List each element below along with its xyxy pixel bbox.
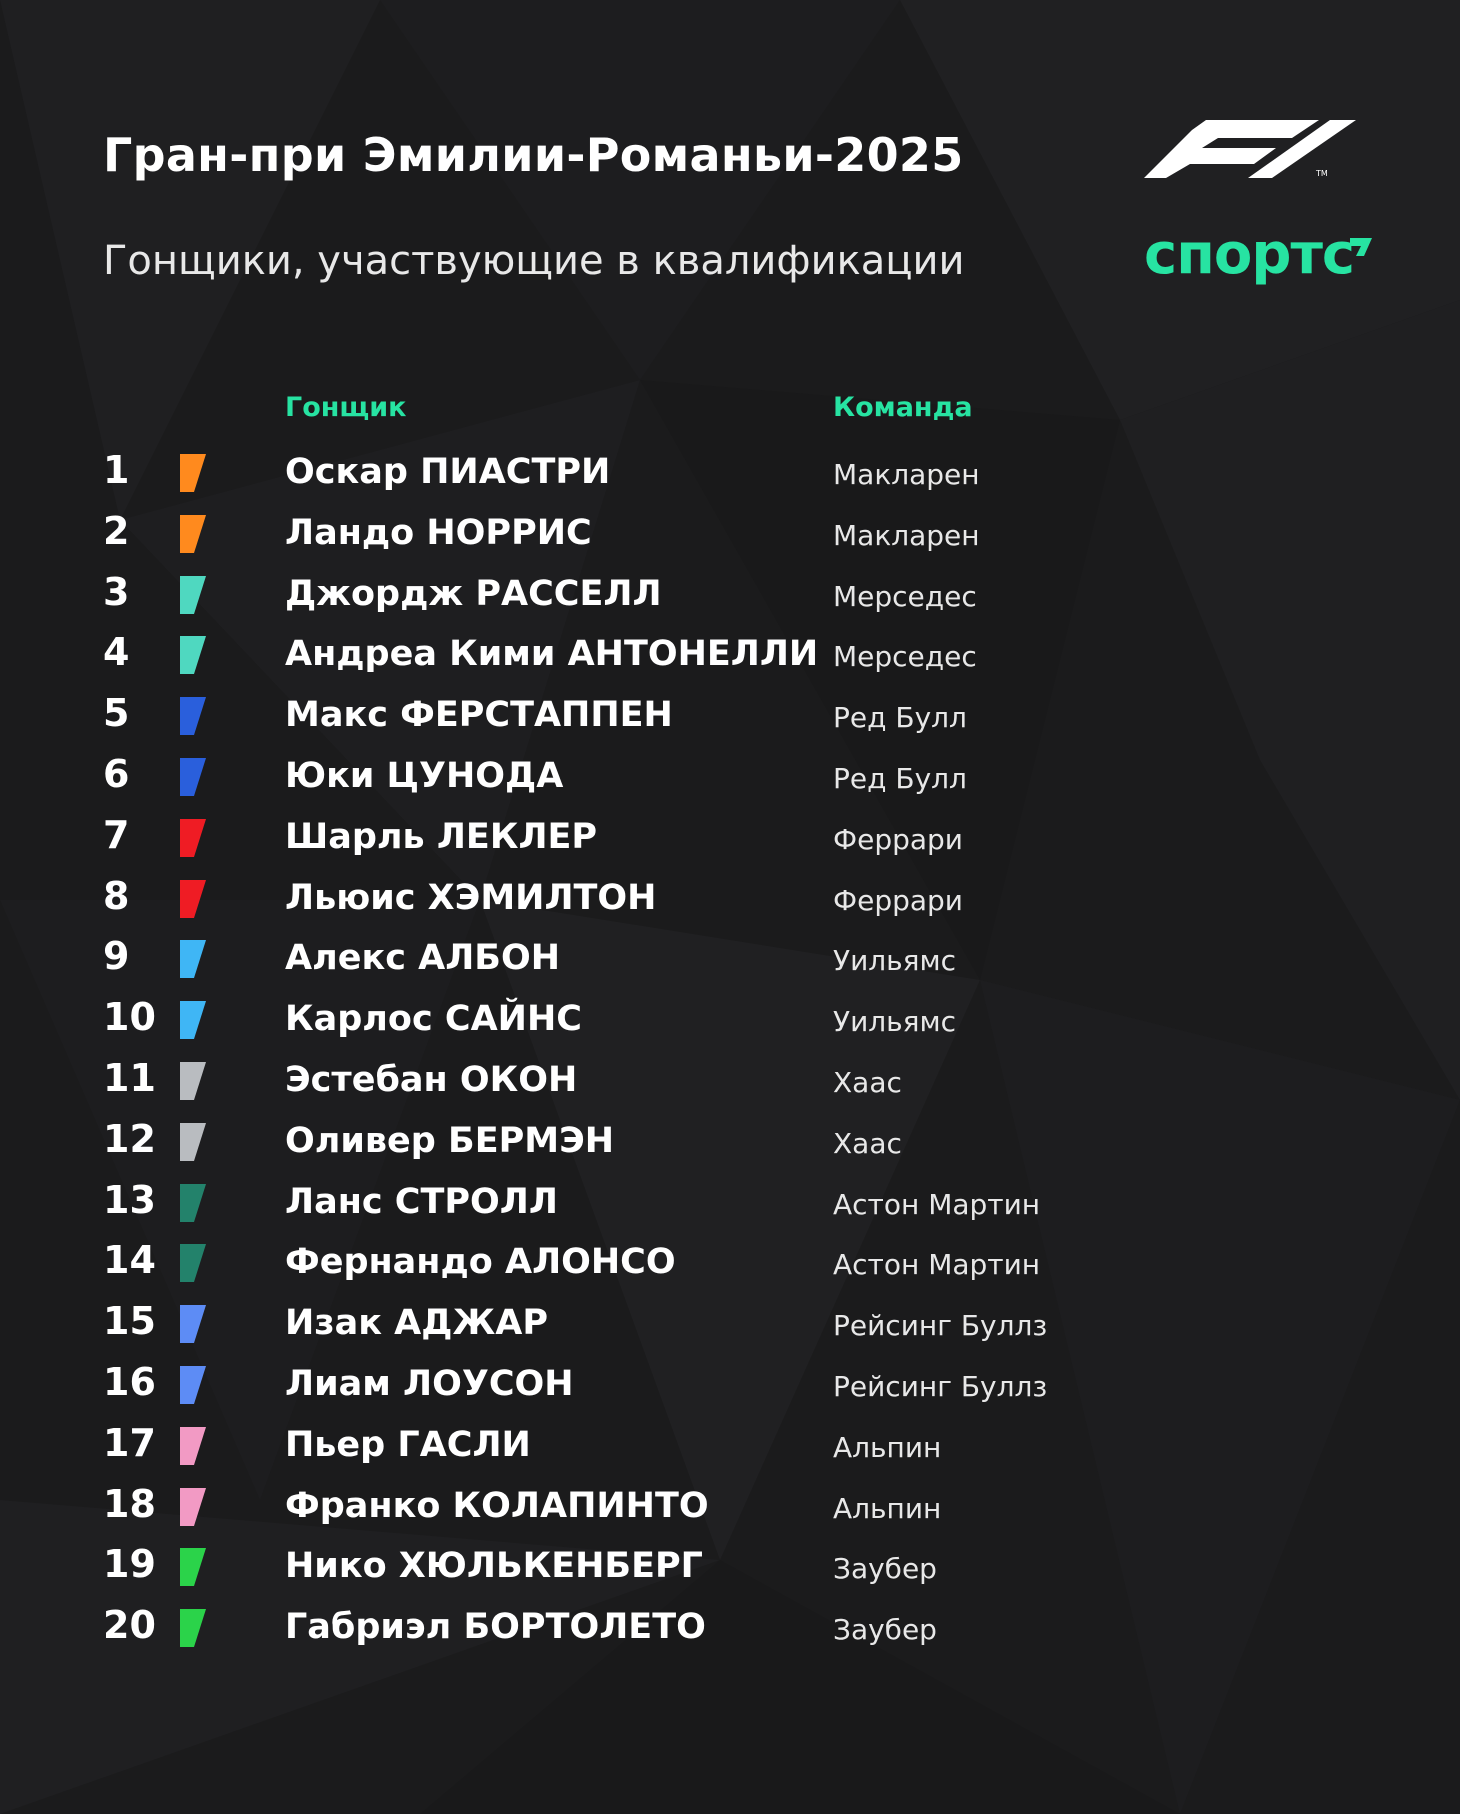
page-title: Гран-при Эмилии-Романьи-2025 (103, 128, 964, 182)
position-number: 11 (103, 1055, 156, 1100)
position-number: 8 (103, 873, 130, 918)
team-name: Ред Булл (833, 701, 967, 735)
team-column-header: Команда (833, 392, 973, 423)
team-name: Феррари (833, 883, 964, 917)
team-color-marker-icon (178, 940, 206, 978)
driver-name: Шарль ЛЕКЛЕР (285, 816, 598, 857)
team-name: Феррари (833, 822, 964, 856)
position-number: 17 (103, 1420, 156, 1465)
table-row (0, 442, 1460, 503)
team-color-marker-icon (178, 1184, 206, 1222)
driver-name: Ланс СТРОЛЛ (285, 1181, 558, 1222)
driver-name: Андреа Кими АНТОНЕЛЛИ (285, 634, 819, 675)
table-row (0, 503, 1460, 564)
driver-list (0, 442, 1460, 1658)
driver-name: Пьер ГАСЛИ (285, 1424, 531, 1465)
position-number: 13 (103, 1177, 156, 1222)
position-number: 9 (103, 934, 130, 979)
team-color-marker-icon (178, 1427, 206, 1465)
team-name: Макларен (833, 458, 980, 491)
team-color-marker-icon (178, 454, 206, 492)
position-number: 3 (103, 569, 130, 614)
table-row (0, 1536, 1460, 1597)
driver-name: Нико ХЮЛЬКЕНБЕРГ (285, 1546, 703, 1587)
table-row (0, 928, 1460, 989)
team-color-marker-icon (178, 1488, 206, 1526)
driver-column-header: Гонщик (285, 392, 407, 423)
driver-name: Макс ФЕРСТАППЕН (285, 695, 673, 736)
table-row (0, 1232, 1460, 1293)
table-row (0, 989, 1460, 1050)
team-name: Рейсинг Буллз (833, 1369, 1048, 1403)
team-name: Уильямс (833, 944, 957, 978)
team-color-marker-icon (178, 1609, 206, 1647)
driver-name: Ландо НОРРИС (285, 512, 592, 553)
table-row (0, 1172, 1460, 1233)
f1-logo-icon (1144, 118, 1356, 178)
position-number: 14 (103, 1238, 156, 1283)
position-number: 5 (103, 691, 130, 736)
table-row (0, 685, 1460, 746)
team-name: Астон Мартин (833, 1248, 1041, 1282)
table-row (0, 807, 1460, 868)
driver-name: Оливер БЕРМЭН (285, 1120, 615, 1161)
team-color-marker-icon (178, 636, 206, 674)
table-row (0, 1415, 1460, 1476)
team-name: Альпин (833, 1491, 942, 1525)
brand-mark-icon (1350, 238, 1372, 260)
page-subtitle: Гонщики, участвующие в квалификации (103, 238, 965, 284)
driver-name: Габриэл БОРТОЛЕТО (285, 1607, 706, 1648)
position-number: 18 (103, 1481, 156, 1526)
team-name: Хаас (833, 1065, 902, 1099)
position-number: 19 (103, 1542, 156, 1587)
driver-name: Оскар ПИАСТРИ (285, 452, 611, 492)
team-name: Мерседес (833, 640, 977, 674)
position-number: 20 (103, 1603, 156, 1648)
table-row (0, 1293, 1460, 1354)
driver-name: Льюис ХЭМИЛТОН (285, 877, 657, 918)
team-name: Хаас (833, 1126, 902, 1160)
table-row (0, 564, 1460, 625)
driver-name: Эстебан ОКОН (285, 1059, 578, 1100)
position-number: 16 (103, 1359, 156, 1404)
svg-text:TM: TM (1316, 169, 1328, 178)
team-color-marker-icon (178, 1062, 206, 1100)
position-number: 4 (103, 630, 130, 675)
table-row (0, 868, 1460, 929)
team-name: Заубер (833, 1613, 937, 1647)
team-color-marker-icon (178, 1123, 206, 1161)
team-color-marker-icon (178, 1366, 206, 1404)
team-name: Ред Булл (833, 761, 967, 795)
table-row (0, 1354, 1460, 1415)
table-row (0, 1597, 1460, 1658)
team-color-marker-icon (178, 515, 206, 553)
position-number: 12 (103, 1116, 156, 1161)
team-color-marker-icon (178, 819, 206, 857)
team-color-marker-icon (178, 880, 206, 918)
team-name: Рейсинг Буллз (833, 1309, 1048, 1343)
driver-name: Изак АДЖАР (285, 1303, 549, 1344)
team-name: Макларен (833, 518, 980, 552)
table-row (0, 624, 1460, 685)
driver-name: Франко КОЛАПИНТО (285, 1485, 709, 1526)
driver-name: Джордж РАССЕЛЛ (285, 573, 662, 614)
driver-name: Лиам ЛОУСОН (285, 1363, 574, 1404)
table-row (0, 1050, 1460, 1111)
position-number: 2 (103, 508, 130, 553)
table-row (0, 1476, 1460, 1537)
driver-name: Юки ЦУНОДА (285, 755, 564, 796)
team-color-marker-icon (178, 1244, 206, 1282)
team-name: Мерседес (833, 579, 977, 613)
position-number: 6 (103, 751, 130, 796)
team-name: Альпин (833, 1430, 942, 1464)
team-color-marker-icon (178, 697, 206, 735)
team-color-marker-icon (178, 1305, 206, 1343)
driver-name: Алекс АЛБОН (285, 938, 561, 979)
table-row (0, 746, 1460, 807)
table-row (0, 1111, 1460, 1172)
team-name: Уильямс (833, 1005, 957, 1039)
team-name: Заубер (833, 1552, 937, 1586)
position-number: 10 (103, 995, 156, 1040)
position-number: 15 (103, 1299, 156, 1344)
team-color-marker-icon (178, 758, 206, 796)
position-number: 7 (103, 812, 130, 857)
team-name: Астон Мартин (833, 1187, 1041, 1221)
team-color-marker-icon (178, 1001, 206, 1039)
team-color-marker-icon (178, 1548, 206, 1586)
driver-name: Фернандо АЛОНСО (285, 1242, 676, 1283)
sports-ru-logo: спортс (1144, 222, 1355, 287)
team-color-marker-icon (178, 576, 206, 614)
position-number: 1 (103, 448, 130, 492)
driver-name: Карлос САЙНС (285, 999, 582, 1040)
